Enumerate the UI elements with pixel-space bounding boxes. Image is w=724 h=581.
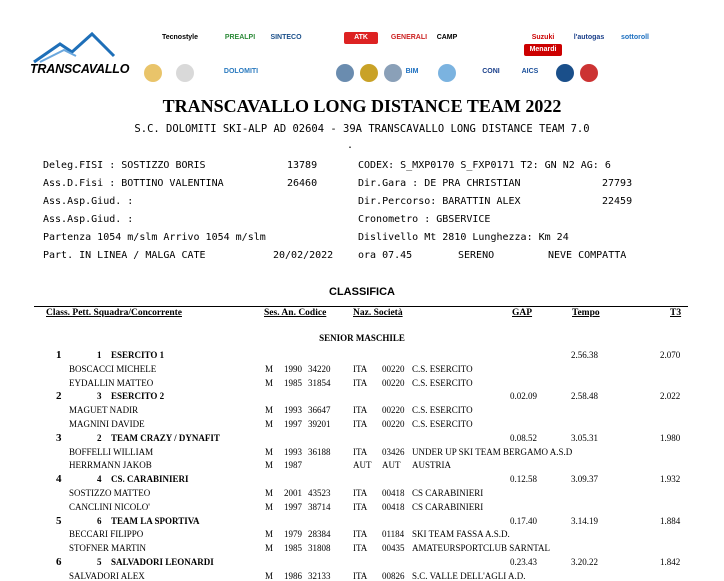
member-societa: CS CARABINIERI (412, 501, 484, 512)
team-name: ESERCITO 2 (111, 391, 165, 402)
info-left-value: 26460 (287, 178, 318, 189)
sponsor-logo: CAMP (434, 32, 460, 44)
sponsor-logo: Menardi (524, 44, 562, 56)
member-code: 36188 (308, 446, 331, 457)
sponsor-logo: PREALPI (218, 32, 262, 44)
member-name: SOSTIZZO MATTEO (69, 488, 151, 498)
team-name: TEAM LA SPORTIVA (111, 515, 200, 526)
member-name: HERRMANN JAKOB (69, 460, 152, 471)
team-gap: 0.12.58 (510, 474, 537, 485)
team-rank: 3 (56, 431, 62, 444)
member-code: 43523 (308, 488, 331, 498)
member-naz: ITA (353, 446, 368, 457)
team-t3: 2.070 (660, 350, 681, 360)
member-naz: ITA (353, 501, 368, 512)
emblem-icon (384, 64, 402, 82)
col-ses-an-codice: Ses. An. Codice (264, 308, 327, 318)
team-bib: 1 (97, 350, 102, 360)
team-t3: 1.932 (660, 474, 681, 485)
team-bib: 4 (97, 474, 102, 485)
member-year: 1993 (284, 405, 302, 416)
member-naz: ITA (353, 377, 368, 388)
member-name: BOFFELLI WILLIAM (69, 446, 154, 457)
member-sex: M (265, 377, 274, 388)
member-soc-code: 00435 (382, 543, 405, 554)
sponsor-logo: SINTECO (266, 32, 306, 44)
info-right-label: Dislivello Mt 2810 Lunghezza: Km 24 (358, 232, 569, 243)
info-right-label: Dir.Percorso: BARATTIN ALEX (358, 196, 521, 207)
member-soc-code: 00220 (382, 405, 405, 416)
col-gap: GAP (512, 308, 533, 318)
page-title: TRANSCAVALLO LONG DISTANCE TEAM 2022 (162, 96, 562, 116)
info-left-label: Deleg.FISI : SOSTIZZO BORIS (43, 160, 206, 171)
member-year: 1987 (284, 460, 302, 471)
team-t3: 1.842 (660, 557, 681, 567)
category-label: SENIOR MASCHILE (319, 333, 405, 343)
team-gap: 0.17.40 (510, 515, 537, 526)
sponsor-logo: sottoroll (614, 32, 656, 44)
info-left-label: Ass.Asp.Giud. : (43, 214, 134, 225)
member-name: SALVADORI ALEX (69, 570, 145, 581)
member-code: 34220 (308, 363, 331, 374)
member-year: 1986 (284, 570, 302, 581)
info-right-value: 27793 (602, 178, 633, 189)
member-naz: ITA (353, 363, 368, 374)
member-soc-code: AUT (382, 460, 401, 471)
member-sex: M (265, 570, 274, 581)
member-soc-code: 00826 (382, 570, 405, 581)
info-right-label: Cronometro : GBSERVICE (358, 214, 491, 225)
member-name: STOFNER MARTIN (69, 543, 147, 554)
team-bib: 3 (97, 391, 102, 402)
info-right-label: ora 07.45 (358, 250, 413, 261)
sponsor-logo: l'autogas (568, 32, 610, 44)
team-gap: 0.23.43 (510, 557, 537, 567)
member-sex: M (265, 419, 274, 429)
classifica-title: CLASSIFICA (329, 286, 395, 298)
member-year: 1979 (284, 529, 302, 540)
col-tempo: Tempo (572, 308, 600, 318)
team-rank: 1 (56, 349, 62, 361)
logo-text: TRANSCAVALLO (30, 62, 130, 76)
info-left-label: Ass.Asp.Giud. : (43, 196, 134, 207)
info-weather: SERENO (458, 250, 495, 261)
header-rule (34, 306, 688, 307)
sponsor-logo: Suzuki (524, 32, 562, 44)
info-left-label: Partenza 1054 m/slm Arrivo 1054 m/slm (43, 232, 266, 243)
member-societa: SKI TEAM FASSA A.S.D. (412, 529, 510, 540)
info-right-label: Dir.Gara : DE PRA CHRISTIAN (358, 178, 521, 189)
member-societa: C.S. ESERCITO (412, 405, 473, 416)
member-societa: C.S. ESERCITO (412, 377, 473, 388)
sponsor-logo: DOLOMITI (216, 66, 266, 78)
sponsor-strip (138, 28, 718, 86)
member-name: BECCARI FILIPPO (69, 529, 144, 540)
member-name: EYDALLIN MATTEO (69, 377, 154, 388)
info-left-label: Ass.D.Fisi : BOTTINO VALENTINA (43, 178, 224, 189)
member-societa: AMATEURSPORTCLUB SARNTAL (412, 543, 551, 554)
emblem-icon (176, 64, 194, 82)
member-sex: M (265, 363, 274, 374)
transcavallo-logo (30, 30, 128, 82)
team-rank: 2 (56, 390, 62, 403)
col-naz-societa: Naz. Società (353, 308, 403, 318)
member-year: 1985 (284, 377, 302, 388)
member-sex: M (265, 460, 274, 471)
col-t3: T3 (670, 308, 682, 318)
info-right-value: 22459 (602, 196, 633, 207)
team-tempo: 3.20.22 (571, 557, 598, 567)
member-naz: AUT (353, 460, 372, 471)
team-tempo: 3.05.31 (571, 432, 598, 443)
member-name: CANCLINI NICOLO' (69, 501, 150, 512)
col-class-pett: Class. Pett. Squadra/Concorrente (46, 308, 182, 318)
team-t3: 1.980 (660, 432, 681, 443)
member-sex: M (265, 501, 274, 512)
member-sex: M (265, 405, 274, 416)
member-year: 2001 (284, 488, 302, 498)
team-tempo: 2.56.38 (571, 350, 598, 360)
team-rank: 4 (56, 473, 62, 486)
member-year: 1997 (284, 419, 302, 429)
member-naz: ITA (353, 488, 368, 498)
member-societa: S.C. VALLE DELL'AGLI A.D. (412, 570, 526, 581)
emblem-icon (144, 64, 162, 82)
team-bib: 6 (97, 515, 102, 526)
member-soc-code: 00418 (382, 501, 405, 512)
team-gap: 0.02.09 (510, 391, 537, 402)
separator-dot: . (347, 140, 354, 151)
team-tempo: 3.14.19 (571, 515, 598, 526)
member-sex: M (265, 529, 274, 540)
member-code: 32133 (308, 570, 331, 581)
member-soc-code: 00220 (382, 419, 405, 429)
member-sex: M (265, 446, 274, 457)
team-gap: 0.08.52 (510, 432, 537, 443)
member-sex: M (265, 543, 274, 554)
team-bib: 5 (97, 557, 102, 567)
member-soc-code: 00220 (382, 377, 405, 388)
member-code: 31808 (308, 543, 331, 554)
member-naz: ITA (353, 529, 368, 540)
member-societa: CS CARABINIERI (412, 488, 484, 498)
team-t3: 1.884 (660, 515, 681, 526)
emblem-icon (438, 64, 456, 82)
member-societa: AUSTRIA (412, 460, 452, 471)
member-soc-code: 01184 (382, 529, 405, 540)
emblem-icon (556, 64, 574, 82)
info-snow: NEVE COMPATTA (548, 250, 627, 261)
member-year: 1997 (284, 501, 302, 512)
member-soc-code: 00220 (382, 363, 405, 374)
info-left-label: Part. IN LINEA / MALGA CATE (43, 250, 206, 261)
sponsor-logo: BIM (400, 66, 424, 78)
sponsor-logo: AICS (516, 66, 544, 78)
member-naz: ITA (353, 543, 368, 554)
member-naz: ITA (353, 570, 368, 581)
team-t3: 2.022 (660, 391, 681, 402)
sponsor-logo: ATK (344, 32, 378, 44)
member-sex: M (265, 488, 274, 498)
member-societa: C.S. ESERCITO (412, 419, 473, 429)
member-code: 28384 (308, 529, 331, 540)
sponsor-logo: GENERALI (388, 32, 430, 44)
mountain-logo-icon (30, 30, 128, 64)
team-name: TEAM CRAZY / DYNAFIT (111, 432, 220, 443)
sponsor-logo: Tecnostyle (150, 32, 210, 44)
team-rank: 5 (56, 514, 62, 527)
team-name: CS. CARABINIERI (111, 474, 189, 485)
team-name: ESERCITO 1 (111, 350, 165, 360)
member-societa: UNDER UP SKI TEAM BERGAMO A.S.D (412, 446, 573, 457)
member-naz: ITA (353, 419, 368, 429)
team-rank: 6 (56, 556, 62, 568)
member-naz: ITA (353, 405, 368, 416)
member-code: 39201 (308, 419, 331, 429)
member-name: MAGNINI DAVIDE (69, 419, 145, 429)
member-year: 1985 (284, 543, 302, 554)
info-left-value: 20/02/2022 (273, 250, 334, 261)
emblem-icon (580, 64, 598, 82)
team-tempo: 3.09.37 (571, 474, 598, 485)
race-subtitle: S.C. DOLOMITI SKI-ALP AD 02604 - 39A TRANSCAVALLO LONG DISTANCE TEAM 7.0 (134, 123, 590, 135)
member-year: 1990 (284, 363, 302, 374)
team-name: SALVADORI LEONARDI (111, 557, 214, 567)
emblem-icon (336, 64, 354, 82)
member-code: 38714 (308, 501, 331, 512)
member-code: 36647 (308, 405, 331, 416)
member-name: BOSCACCI MICHELE (69, 363, 157, 374)
emblem-icon (360, 64, 378, 82)
info-right-label: CODEX: S_MXP0170 S_FXP0171 T2: GN N2 AG: 6 (358, 160, 611, 171)
info-left-value: 13789 (287, 160, 318, 171)
member-soc-code: 03426 (382, 446, 405, 457)
member-societa: C.S. ESERCITO (412, 363, 473, 374)
team-tempo: 2.58.48 (571, 391, 598, 402)
sponsor-logo: CONI (478, 66, 504, 78)
team-bib: 2 (97, 432, 102, 443)
member-year: 1993 (284, 446, 302, 457)
member-name: MAGUET NADIR (69, 405, 139, 416)
member-soc-code: 00418 (382, 488, 405, 498)
member-code: 31854 (308, 377, 331, 388)
